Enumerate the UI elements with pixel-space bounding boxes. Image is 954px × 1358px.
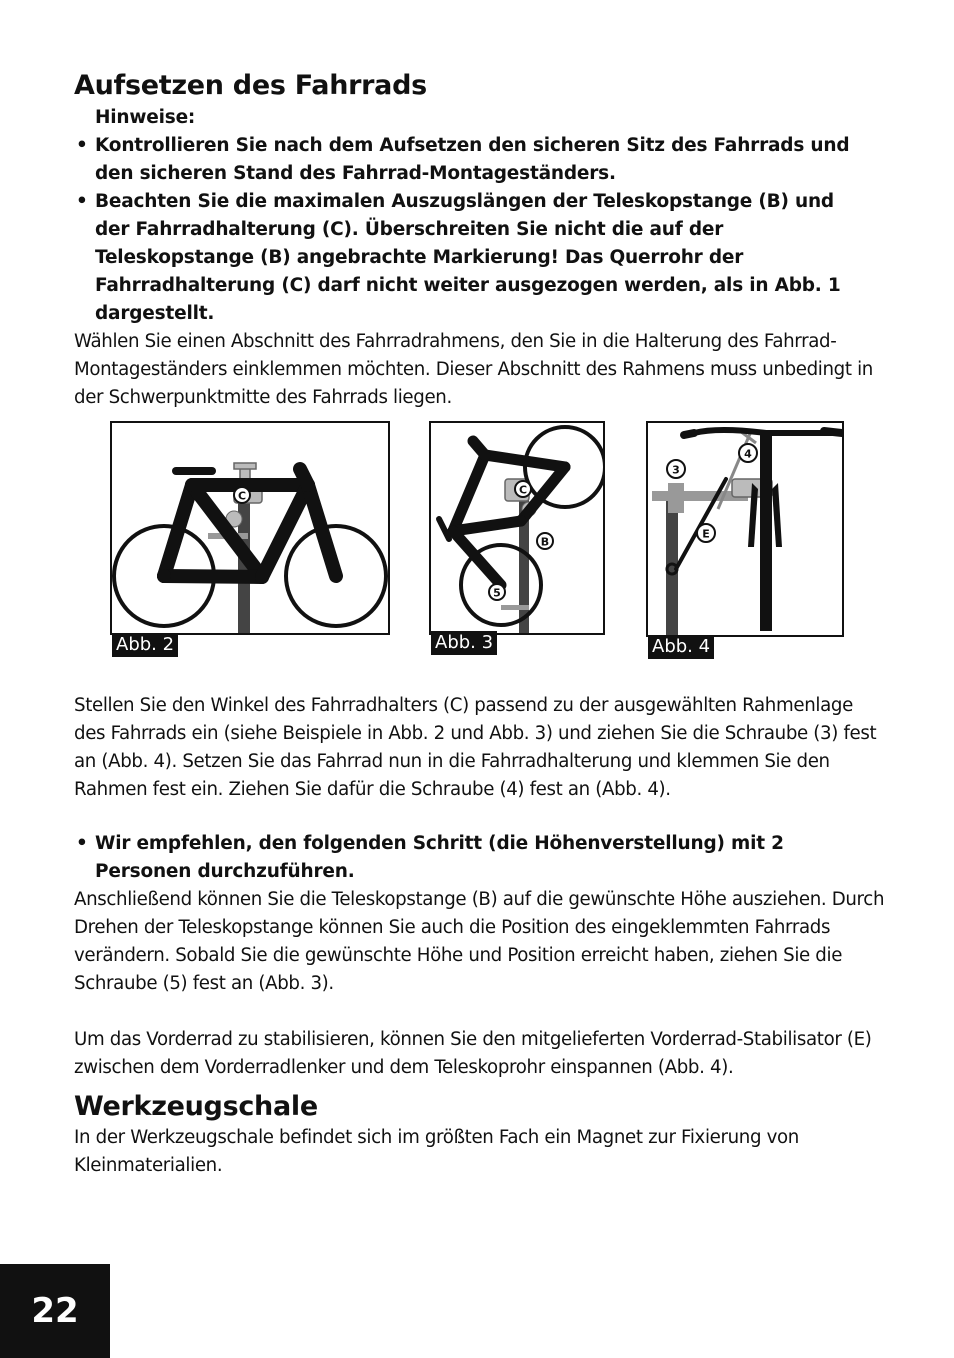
notes-label: Hinweise: bbox=[95, 107, 196, 128]
bullet-icon: • bbox=[76, 135, 88, 156]
bike-side-illustration bbox=[112, 423, 388, 633]
paragraph-tool-tray: In der Werkzeugschale befindet sich im größten Fach ein Magnet zur Fixierung von Kleinmaterialien. bbox=[74, 1127, 799, 1176]
bike-vertical-illustration bbox=[431, 423, 603, 633]
section-title-werkzeugschale: Werkzeugschale bbox=[74, 1091, 318, 1122]
bullet-icon: • bbox=[76, 191, 88, 212]
marker-e: E bbox=[702, 527, 710, 541]
figure-label: Abb. 3 bbox=[431, 631, 497, 655]
paragraph-height-adjust: Anschließend können Sie die Teleskopstange (B) auf die gewünschte Höhe ausziehen. Durch Drehen der Teleskopstange können Sie auch die Position des eingeklemmten Fahrrads verändern. Sobald Sie die gewünschte Höhe und Position erreicht haben, ziehen Sie die Schraube (5) fest an (Abb. 3). bbox=[74, 889, 885, 994]
marker-4: 4 bbox=[744, 447, 752, 461]
note-two-persons bbox=[74, 830, 864, 886]
bullet-icon: • bbox=[76, 833, 88, 854]
marker-5: 5 bbox=[493, 586, 501, 600]
paragraph-frame-section: Wählen Sie einen Abschnitt des Fahrradrahmens, den Sie in die Halterung des Fahrrad-Montageständers einklemmen möchten. Dieser Abschnitt des Rahmens muss unbedingt in der Schwerpunktmitte des Fahrrads liegen. bbox=[74, 331, 873, 408]
marker-b: B bbox=[540, 535, 550, 549]
paragraph-stabilizer: Um das Vorderrad zu stabilisieren, können Sie den mitgelieferten Vorderrad-Stabilisator (E) zwischen dem Vorderradlenker und dem Teleskoprohr einspannen (Abb. 4). bbox=[74, 1029, 872, 1078]
marker-c: C bbox=[237, 489, 247, 503]
marker-3: 3 bbox=[672, 463, 680, 477]
bike-front-illustration bbox=[648, 423, 842, 635]
note-text: Kontrollieren Sie nach dem Aufsetzen den sicheren Sitz des Fahrrads und den sicheren Stand des Fahrrad-Montageständers. bbox=[95, 135, 850, 184]
note-item bbox=[74, 188, 864, 328]
note-text: Beachten Sie die maximalen Auszugslängen der Teleskopstange (B) und der Fahrradhalterung (C). Überschreiten Sie nicht die auf der Teleskopstange (B) angebrachte Markierung! Das Querrohr der Fahrradhalterung (C) darf nicht weiter ausgezogen werden, als in Abb. 1 dargestellt. bbox=[95, 191, 841, 324]
note-text: Wir empfehlen, den folgenden Schritt (die Höhenverstellung) mit 2 Personen durchzuführen. bbox=[95, 833, 784, 882]
figure-label: Abb. 2 bbox=[112, 633, 178, 657]
marker-c: C bbox=[518, 483, 528, 497]
paragraph-angle-adjust: Stellen Sie den Winkel des Fahrradhalters (C) passend zu der ausgewählten Rahmenlage des Fahrrads ein (siehe Beispiele in Abb. 2 und Abb. 3) und ziehen Sie die Schraube (3) fest an (Abb. 4). Setzen Sie das Fahrrad nun in die Fahrradhalterung und klemmen Sie den Rahmen fest ein. Ziehen Sie dafür die Schraube (4) fest an (Abb. 4). bbox=[74, 695, 877, 800]
figure-abb-2 bbox=[110, 421, 390, 655]
figure-abb-4 bbox=[646, 421, 844, 657]
page-number: 22 bbox=[0, 1264, 110, 1358]
figure-abb-3 bbox=[429, 421, 605, 653]
note-item bbox=[74, 132, 864, 188]
figure-label: Abb. 4 bbox=[648, 635, 714, 659]
section-title-aufsetzen: Aufsetzen des Fahrrads bbox=[74, 70, 427, 101]
notes-block bbox=[74, 104, 864, 328]
